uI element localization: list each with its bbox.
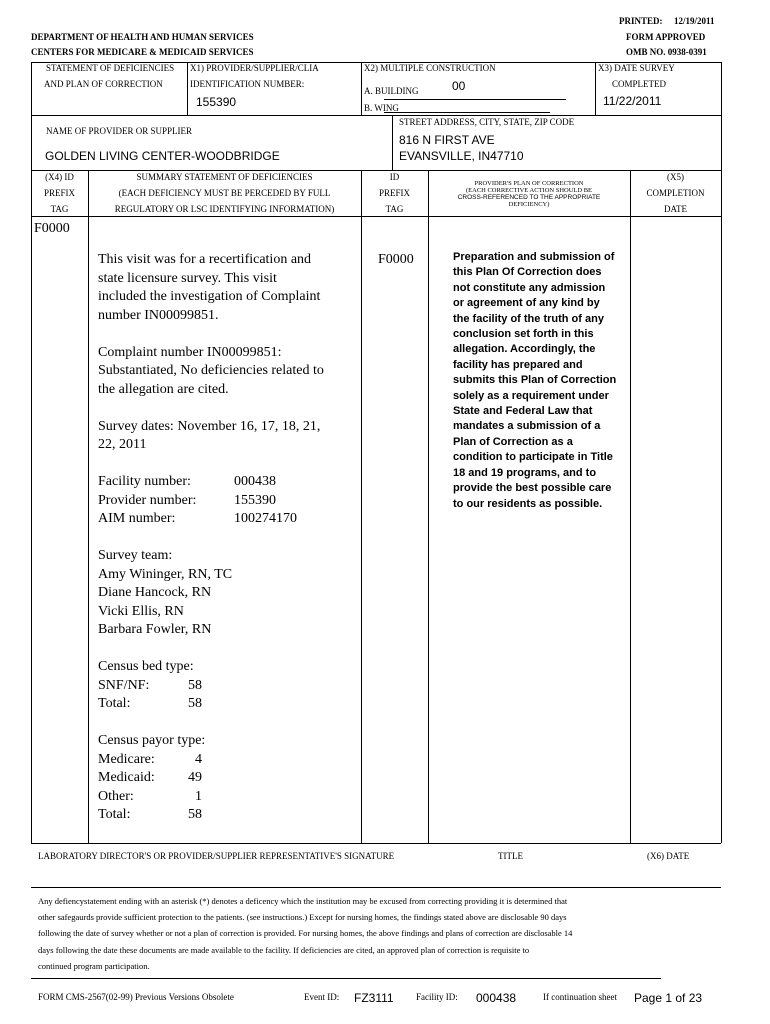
summary-line: Complaint number IN00099851:	[98, 344, 282, 360]
deficiency-prefix-tag: F0000	[34, 221, 70, 236]
census-payor-value: 4	[195, 751, 202, 767]
poc-header-1: PROVIDER'S PLAN OF CORRECTION	[474, 180, 584, 187]
census-bed-label: Total:	[98, 696, 131, 711]
census-bed-label: SNF/NF:	[98, 677, 150, 693]
summary-line: included the investigation of Complaint	[98, 289, 321, 304]
facility-number-value: 000438	[234, 474, 276, 489]
summary-statement	[98, 251, 358, 825]
poc-line: to our residents as possible.	[453, 497, 603, 510]
census-payor-label: Medicare:	[98, 751, 155, 767]
aim-number-label: AIM number:	[98, 511, 176, 526]
poc-line: conclusion set forth in this	[453, 328, 594, 341]
summary-line: state licensure survey. This visit	[98, 270, 277, 286]
x4-header-2: PREFIX	[43, 188, 75, 198]
census-payor-label: Other:	[98, 788, 134, 804]
continuation-label: If continuation sheet	[543, 992, 617, 1002]
statement-label-1: STATEMENT OF DEFICIENCIES	[46, 63, 175, 73]
provider-name: GOLDEN LIVING CENTER-WOODBRIDGE	[45, 149, 280, 163]
x1-label-1: X1) PROVIDER/SUPPLIER/CLIA	[190, 63, 319, 73]
x4-header-3: TAG	[50, 204, 69, 214]
printed-label: PRINTED:	[619, 16, 663, 26]
census-payor-value: 58	[188, 807, 202, 822]
event-id: FZ3111	[354, 991, 394, 1005]
omb-number: OMB NO. 0938-0391	[626, 47, 707, 57]
disclaimer	[38, 893, 718, 974]
poc-header-3: CROSS-REFERENCED TO THE APPROPRIATE	[457, 194, 601, 201]
provider-number-value: 155390	[234, 492, 276, 508]
survey-team	[98, 547, 358, 640]
summary-paragraph	[98, 251, 358, 325]
x1-label-2: IDENTIFICATION NUMBER:	[190, 79, 305, 89]
summary-line: the allegation are cited.	[98, 381, 229, 397]
summary-header-1: SUMMARY STATEMENT OF DEFICIENCIES	[136, 172, 313, 182]
census-payor-value: 49	[188, 770, 202, 785]
department-name: DEPARTMENT OF HEALTH AND HUMAN SERVICES	[31, 32, 254, 42]
survey-team-member: Barbara Fowler, RN	[98, 622, 212, 637]
facility-id: 000438	[476, 991, 517, 1005]
poc-line: not constitute any admission	[453, 281, 606, 294]
survey-completed-date: 11/22/2011	[603, 94, 662, 108]
summary-line: number IN00099851.	[98, 307, 219, 323]
facility-number-label: Facility number:	[98, 474, 191, 489]
summary-line: Substantiated, No deficiencies related to	[98, 363, 324, 378]
summary-line: Survey dates: November 16, 17, 18, 21,	[98, 418, 321, 434]
x2-wing-label: B. WING	[364, 103, 399, 113]
poc-line: submits this Plan of Correction	[453, 374, 617, 387]
facility-id-label: Facility ID:	[416, 992, 458, 1002]
x3-label-1: X3) DATE SURVEY	[598, 63, 675, 73]
disclaimer-line: following the date of survey whether or not a plan of correction is provided. For nursing homes, the above findings and plans of correction are disclosable 14	[38, 928, 573, 939]
disclaimer-line: days following the date these documents are made available to the facility. If deficiencies are cited, an approved plan of correction is requisite to	[38, 944, 530, 955]
printed-date: 12/19/2011	[674, 16, 715, 26]
survey-team-member: Amy Wininger, RN, TC	[98, 566, 233, 582]
poc-header-2: (EACH CORRECTIVE ACTION SHOULD BE	[465, 187, 593, 194]
provider-prefix-tag: F0000	[378, 252, 414, 267]
poc-line: the facility of the truth of any	[453, 312, 604, 325]
page-number: Page 1 of 23	[634, 991, 703, 1005]
x4-header-1: (X4) ID	[45, 172, 74, 182]
disclaimer-line: Any defiencystatement ending with an asterisk (*) denotes a deficency which the institution may be excused from correcting providing it is determined that	[38, 896, 568, 906]
x3-label-2: COMPLETED	[612, 79, 666, 89]
x2-label: X2) MULTIPLE CONSTRUCTION	[364, 63, 496, 73]
form-approved: FORM APPROVED	[626, 32, 706, 42]
census-payor	[98, 732, 358, 825]
census-payor-label: Medicaid:	[98, 770, 155, 785]
id-header-2: PREFIX	[378, 188, 410, 198]
census-bed-title: Census bed type:	[98, 659, 194, 674]
disclaimer-line: other safegaurds provide sufficient protection to the patients. (see instructions.) Except for nursing homes, the findings stated above are disclosable 90 days	[38, 912, 567, 923]
centers-name: CENTERS FOR MEDICARE & MEDICAID SERVICES	[31, 47, 254, 57]
summary-header-2: (EACH DEFICIENCY MUST BE PERCEDED BY FULL	[118, 188, 331, 198]
address-city: EVANSVILLE, IN47710	[399, 149, 524, 163]
census-bed	[98, 658, 358, 714]
summary-paragraph	[98, 418, 358, 455]
x2-building-label: A. BUILDING	[364, 86, 419, 96]
summary-line: This visit was for a recertification and	[98, 252, 312, 267]
provider-number-label: Provider number:	[98, 492, 197, 508]
id-header-1: ID	[389, 172, 400, 182]
signature-date-label: (X6) DATE	[647, 851, 690, 861]
summary-paragraph	[98, 344, 358, 400]
census-payor-title: Census payor type:	[98, 733, 206, 748]
survey-team-member: Vicki Ellis, RN	[98, 603, 184, 619]
poc-line: 18 and 19 programs, and to	[453, 466, 597, 479]
provider-name-label: NAME OF PROVIDER OR SUPPLIER	[46, 126, 193, 136]
x5-header-3: DATE	[664, 204, 687, 214]
census-payor-label: Total:	[98, 807, 131, 822]
form-number: FORM CMS-2567(02-99) Previous Versions Obsolete	[38, 992, 234, 1002]
plan-of-correction	[453, 250, 628, 512]
poc-line: or agreement of any kind by	[453, 297, 600, 310]
survey-team-title: Survey team:	[98, 548, 173, 563]
poc-line: allegation. Accordingly, the	[453, 343, 596, 356]
poc-line: State and Federal Law that	[453, 405, 593, 418]
census-payor-value: 1	[195, 788, 202, 804]
x5-header-1: (X5)	[667, 172, 684, 182]
aim-number-value: 100274170	[234, 511, 297, 526]
x2-building-value: 00	[452, 79, 466, 93]
poc-line: facility has prepared and	[453, 358, 583, 371]
disclaimer-line: continued program participation.	[38, 960, 150, 971]
statement-label-2: AND PLAN OF CORRECTION	[44, 79, 163, 89]
poc-line: Plan of Correction as a	[453, 435, 573, 448]
poc-line: this Plan Of Correction does	[453, 266, 602, 279]
summary-line: 22, 2011	[98, 437, 147, 452]
census-bed-value: 58	[188, 677, 202, 693]
signature-label: LABORATORY DIRECTOR'S OR PROVIDER/SUPPLIER REPRESENTATIVE'S SIGNATURE	[38, 851, 395, 861]
title-label: TITLE	[498, 851, 523, 861]
poc-line: Preparation and submission of	[453, 251, 615, 263]
facility-info	[98, 473, 358, 529]
event-id-label: Event ID:	[304, 992, 340, 1002]
poc-line: provide the best possible care	[453, 482, 612, 495]
provider-id: 155390	[196, 95, 237, 109]
poc-line: mandates a submission of a	[453, 420, 601, 433]
poc-header-4: DEFICIENCY)	[508, 201, 550, 208]
poc-line: solely as a requirement under	[453, 389, 609, 402]
summary-header-3: REGULATORY OR LSC IDENTIFYING INFORMATION)	[114, 204, 335, 214]
address-street: 816 N FIRST AVE	[399, 133, 495, 147]
id-header-3: TAG	[385, 204, 404, 214]
poc-line: condition to participate in Title	[453, 451, 613, 464]
x5-header-2: COMPLETION	[646, 188, 705, 198]
address-label: STREET ADDRESS, CITY, STATE, ZIP CODE	[399, 117, 575, 127]
census-bed-value: 58	[188, 696, 202, 711]
survey-team-member: Diane Hancock, RN	[98, 585, 212, 600]
